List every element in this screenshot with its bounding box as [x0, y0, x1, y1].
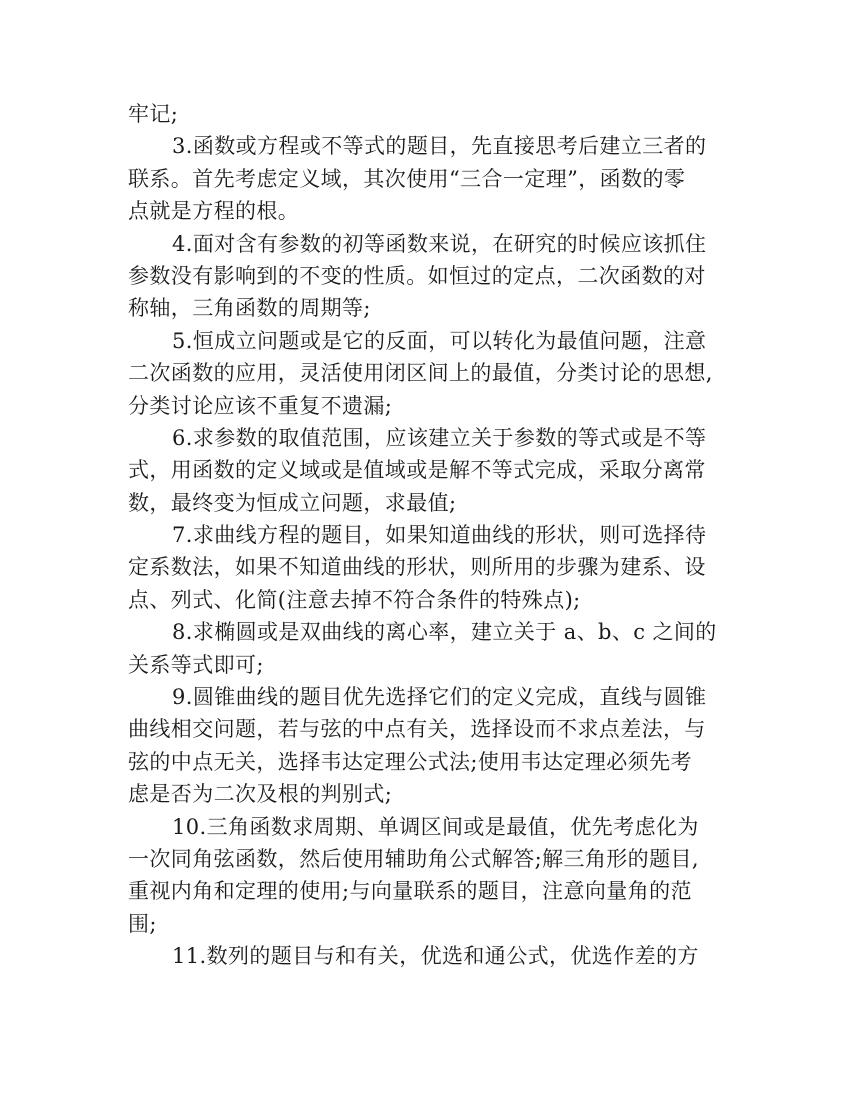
text-line: 9.圆锥曲线的题目优先选择它们的定义完成，直线与圆锥 [172, 685, 707, 710]
text-line: 定系数法，如果不知道曲线的形状，则所用的步骤为建系、设 [128, 555, 706, 580]
text-line: 式，用函数的定义域或是值域或是解不等式完成，采取分离常 [128, 458, 706, 483]
text-line: 数，最终变为恒成立问题，求最值; [128, 490, 457, 515]
text-line: 分类讨论应该不重复不遗漏; [128, 393, 393, 418]
text-line: 联系。首先考虑定义域，其次使用“三合一定理”，函数的零 [128, 166, 686, 191]
text-line: 4.面对含有参数的初等函数来说，在研究的时候应该抓住 [172, 231, 707, 256]
text-line: 弦的中点无关，选择韦达定理公式法;使用韦达定理必须先考 [128, 749, 692, 774]
text-line: 牢记; [128, 102, 179, 126]
text-line: 二次函数的应用，灵活使用闭区间上的最值，分类讨论的思想, [128, 361, 713, 386]
text-line: 点、列式、化简(注意去掉不符合条件的特殊点); [128, 587, 581, 612]
text-line: 虑是否为二次及根的判别式; [128, 782, 393, 807]
text-line: 曲线相交问题，若与弦的中点有关，选择设而不求点差法，与 [128, 717, 706, 742]
text-line: 10.三角函数求周期、单调区间或是最值，优先考虑化为 [172, 814, 699, 839]
text-line: 11.数列的题目与和有关，优选和通公式，优选作差的方 [172, 944, 699, 969]
text-line: 重视内角和定理的使用;与向量联系的题目，注意向量角的范 [128, 879, 692, 904]
text-line: 点就是方程的根。 [128, 199, 300, 224]
text-line: 5.恒成立问题或是它的反面，可以转化为最值问题，注意 [172, 328, 707, 353]
text-line: 6.求参数的取值范围，应该建立关于参数的等式或是不等 [172, 425, 707, 450]
text-line: 8.求椭圆或是双曲线的离心率，建立关于 a、b、c 之间的 [172, 620, 717, 645]
text-line: 7.求曲线方程的题目，如果知道曲线的形状，则可选择待 [172, 523, 707, 548]
text-line: 一次同角弦函数，然后使用辅助角公式解答;解三角形的题目, [128, 846, 699, 871]
text-line: 称轴，三角函数的周期等; [128, 296, 371, 321]
text-line: 关系等式即可; [128, 652, 264, 677]
text-line: 围; [128, 911, 157, 936]
text-line: 3.函数或方程或不等式的题目，先直接思考后建立三者的 [172, 134, 707, 159]
document-body [128, 98, 740, 973]
text-line: 参数没有影响到的不变的性质。如恒过的定点，二次函数的对 [128, 263, 706, 288]
